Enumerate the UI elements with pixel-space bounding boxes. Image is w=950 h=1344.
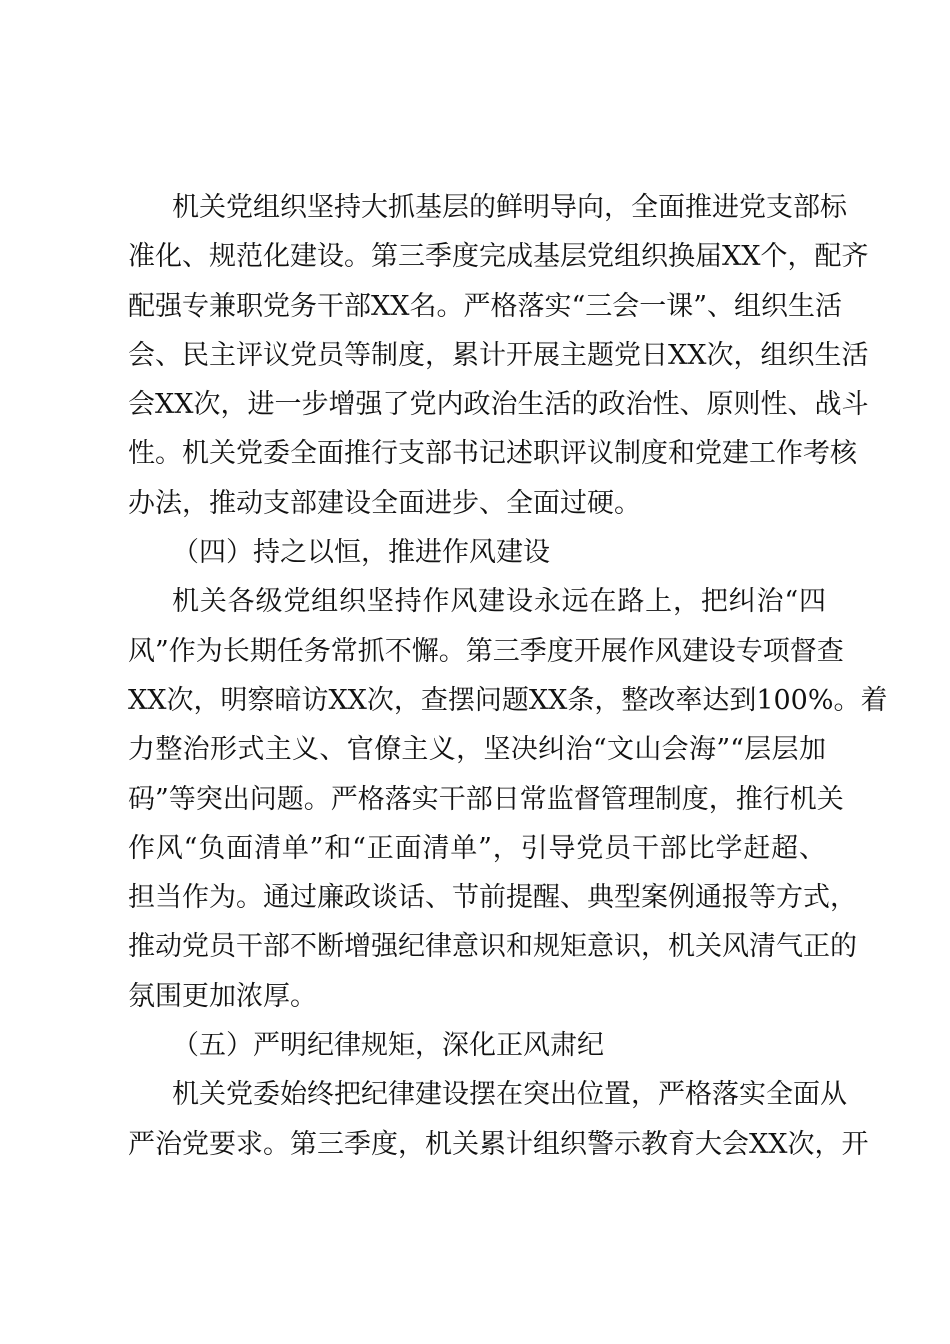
paragraph-line: 机关党组织坚持大抓基层的鲜明导向，全面推进党支部标 — [172, 192, 847, 223]
paragraph-line: 风”作为长期任务常抓不懈。第三季度开展作风建设专项督查 — [128, 635, 844, 667]
paragraph-line: 码”等突出问题。严格落实干部日常监督管理制度，推行机关 — [128, 783, 844, 815]
paragraph-line: XX次，明察暗访XX次，查摆问题XX条，整改率达到100%。着 — [128, 684, 888, 716]
paragraph-line: 力整治形式主义、官僚主义，坚决纠治“文山会海”“层层加 — [128, 734, 826, 766]
paragraph-line: 氛围更加浓厚。 — [128, 980, 317, 1012]
paragraph-line: 准化、规范化建设。第三季度完成基层党组织换届XX个，配齐 — [128, 241, 869, 273]
section-heading: （四）持之以恒，推进作风建设 — [172, 537, 550, 569]
section-heading: （五）严明纪律规矩，深化正风肃纪 — [172, 1030, 604, 1062]
paragraph-line: 配强专兼职党务干部XX名。严格落实“三会一课”、组织生活 — [128, 290, 843, 322]
paragraph-line: 办法，推动支部建设全面进步、全面过硬。 — [128, 487, 641, 519]
paragraph-line: 性。机关党委全面推行支部书记述职评议制度和党建工作考核 — [128, 438, 857, 470]
paragraph-line: 作风“负面清单”和“正面清单”，引导党员干部比学赶超、 — [128, 832, 826, 864]
paragraph-line: 担当作为。通过廉政谈话、节前提醒、典型案例通报等方式， — [128, 882, 857, 914]
paragraph-line: 会XX次，进一步增强了党内政治生活的政治性、原则性、战斗 — [128, 389, 869, 421]
paragraph-line: 推动党员干部不断增强纪律意识和规矩意识，机关风清气正的 — [128, 931, 857, 963]
document-page — [128, 183, 888, 1169]
paragraph-line: 严治党要求。第三季度，机关累计组织警示教育大会XX次，开 — [128, 1128, 869, 1160]
paragraph-line: 会、民主评议党员等制度，累计开展主题党日XX次，组织生活 — [128, 339, 869, 371]
paragraph-line: 机关各级党组织坚持作风建设永远在路上，把纠治“四 — [172, 586, 826, 618]
paragraph-line: 机关党委始终把纪律建设摆在突出位置，严格落实全面从 — [172, 1079, 847, 1111]
